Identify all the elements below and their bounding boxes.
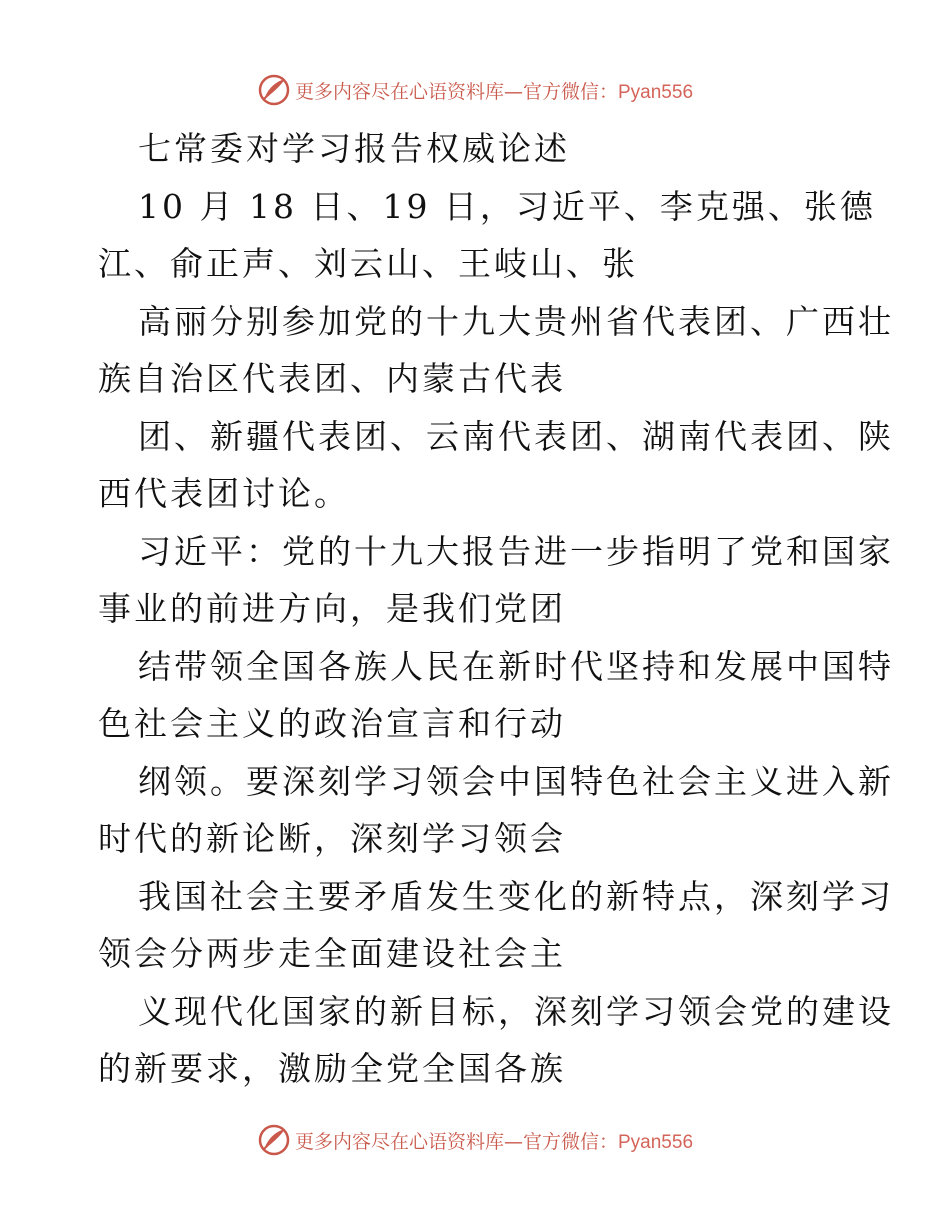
header-banner [0, 70, 950, 110]
banner-title: 更多内容尽在心语资料库 [294, 80, 504, 103]
paragraph-line: 西代表团讨论。 [98, 474, 350, 513]
paragraph-line: 10 月 18 日、19 日，习近平、李克强、张德 [138, 186, 876, 226]
banner-wechat-id: Pyan556 [618, 1131, 694, 1153]
paragraph-line: 习近平：党的十九大报告进一步指明了党和国家 [138, 531, 894, 571]
banner-wechat-id: Pyan556 [618, 81, 694, 103]
feather-pen-logo-icon [257, 73, 291, 107]
paragraph-line: 团、新疆代表团、云南代表团、湖南代表团、陕 [138, 416, 894, 456]
feather-pen-logo-icon [257, 1123, 291, 1157]
footer-banner [0, 1120, 950, 1160]
paragraph-line: 江、俞正声、刘云山、王岐山、张 [98, 244, 638, 283]
banner-separator: — [503, 1130, 523, 1153]
document-body [98, 120, 894, 1098]
paragraph-line: 事业的前进方向，是我们党团 [98, 589, 566, 628]
paragraph-line: 高丽分别参加党的十九大贵州省代表团、广西壮 [138, 301, 894, 341]
paragraph-line: 纲领。要深刻学习领会中国特色社会主义进入新 [138, 761, 894, 801]
paragraph-line: 结带领全国各族人民在新时代坚持和发展中国特 [138, 646, 894, 686]
paragraph-line: 族自治区代表团、内蒙古代表 [98, 359, 566, 398]
paragraph-line: 我国社会主要矛盾发生变化的新特点，深刻学习 [138, 876, 894, 916]
paragraph-line: 的新要求，激励全党全国各族 [98, 1049, 566, 1088]
paragraph-line: 领会分两步走全面建设社会主 [98, 934, 566, 973]
paragraph-line: 时代的新论断，深刻学习领会 [98, 819, 566, 858]
banner-title: 更多内容尽在心语资料库 [294, 1130, 504, 1153]
banner-wechat-label: 官方微信： [522, 80, 618, 103]
banner-separator: — [503, 80, 523, 103]
paragraph-line: 色社会主义的政治宣言和行动 [98, 704, 566, 743]
document-title: 七常委对学习报告权威论述 [138, 129, 570, 168]
paragraph-line: 义现代化国家的新目标，深刻学习领会党的建设 [138, 991, 894, 1031]
banner-wechat-label: 官方微信： [522, 1130, 618, 1153]
